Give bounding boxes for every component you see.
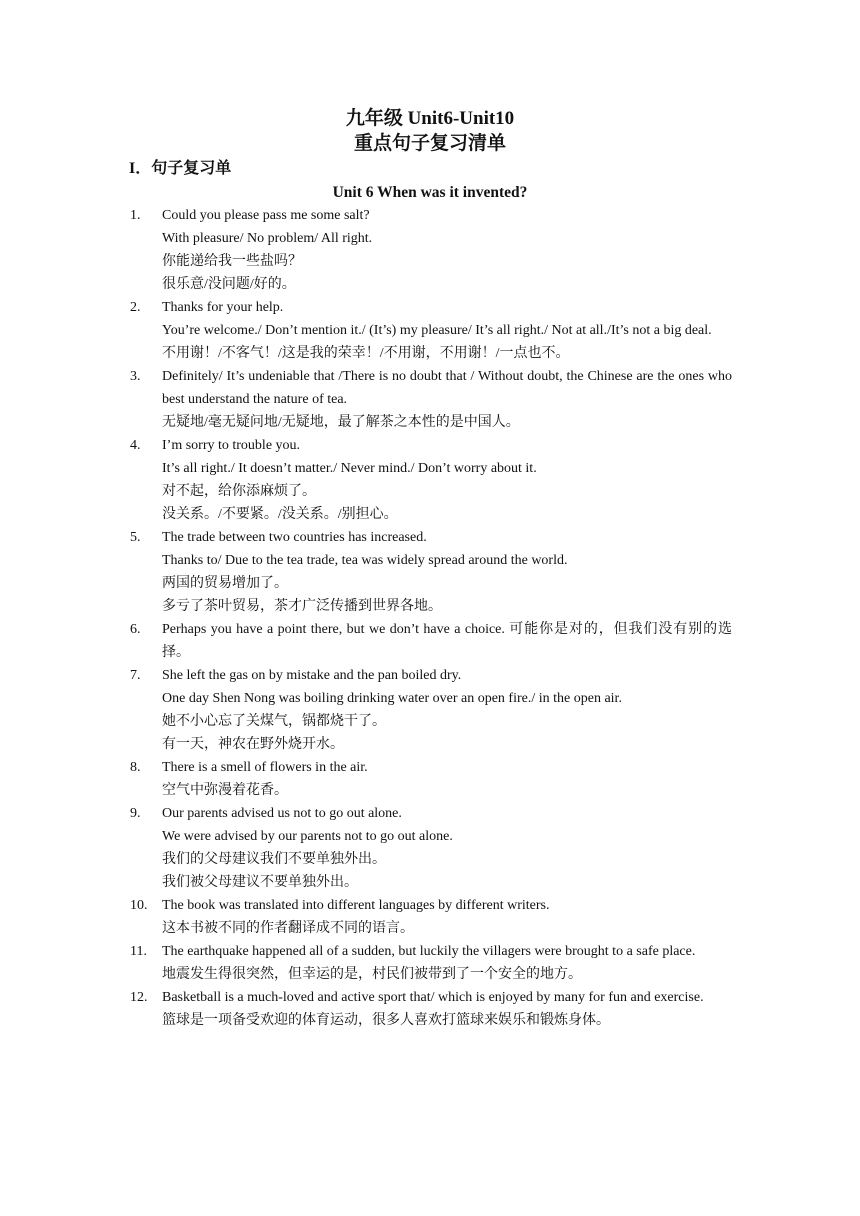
sentence-line: 没关系。/不要紧。/没关系。/别担心。 bbox=[162, 507, 398, 522]
section-heading: I．句子复习单 bbox=[129, 160, 232, 177]
list-item bbox=[0, 894, 860, 940]
item-body bbox=[162, 526, 732, 618]
item-body bbox=[162, 204, 732, 296]
item-body bbox=[162, 894, 732, 940]
sentence-line: 很乐意/没问题/好的。 bbox=[162, 277, 296, 292]
item-number: 8. bbox=[130, 760, 141, 775]
sentence-line: 篮球是一项备受欢迎的体育运动，很多人喜欢打篮球来娱乐和锻炼身体。 bbox=[162, 1013, 610, 1028]
sentence-line: 有一天，神农在野外烧开水。 bbox=[162, 737, 344, 752]
sentence-line: Perhaps you have a point there, but we don’t have a choice. 可能你是对的，但我们没有别的选择。 bbox=[162, 622, 732, 660]
sentence-line: 两国的贸易增加了。 bbox=[162, 576, 288, 591]
sentence-line: The trade between two countries has increased. bbox=[162, 530, 427, 545]
sentence-line: Our parents advised us not to go out alone. bbox=[162, 806, 402, 821]
item-body bbox=[162, 618, 732, 664]
sentence-line: 你能递给我一些盐吗？ bbox=[162, 254, 302, 269]
item-body bbox=[162, 986, 732, 1032]
item-body bbox=[162, 296, 732, 365]
sentence-line: Could you please pass me some salt? bbox=[162, 208, 370, 223]
item-body bbox=[162, 434, 732, 526]
item-number: 2. bbox=[130, 300, 141, 315]
sentence-line: Thanks for your help. bbox=[162, 300, 284, 315]
sentence-line: 地震发生得很突然，但幸运的是，村民们被带到了一个安全的地方。 bbox=[162, 967, 582, 982]
item-body bbox=[162, 664, 732, 756]
item-body bbox=[162, 802, 732, 894]
document-subtitle: 重点句子复习清单 bbox=[353, 133, 506, 154]
sentence-line: 她不小心忘了关煤气，锅都烧干了。 bbox=[162, 714, 386, 729]
sentence-line: It’s all right./ It doesn’t matter./ Never mind./ Don’t worry about it. bbox=[162, 461, 537, 476]
sentence-list bbox=[0, 204, 860, 1032]
list-item bbox=[0, 526, 860, 618]
sentence-line: I’m sorry to trouble you. bbox=[162, 438, 301, 453]
sentence-line: One day Shen Nong was boiling drinking water over an open fire./ in the open air. bbox=[162, 691, 622, 706]
item-number: 10. bbox=[130, 898, 148, 913]
list-item bbox=[0, 296, 860, 365]
item-number: 4. bbox=[130, 438, 141, 453]
sentence-line: With pleasure/ No problem/ All right. bbox=[162, 231, 373, 246]
sentence-line: The book was translated into different languages by different writers. bbox=[162, 898, 550, 913]
item-number: 6. bbox=[130, 622, 141, 637]
list-item bbox=[0, 204, 860, 296]
item-number: 12. bbox=[130, 990, 148, 1005]
sentence-line: 我们被父母建议不要单独外出。 bbox=[162, 875, 358, 890]
sentence-line: The earthquake happened all of a sudden, but luckily the villagers were brought to a safe place. bbox=[162, 944, 696, 959]
item-number: 7. bbox=[130, 668, 141, 683]
list-item bbox=[0, 664, 860, 756]
item-number: 3. bbox=[130, 369, 141, 384]
list-item bbox=[0, 365, 860, 434]
item-number: 9. bbox=[130, 806, 141, 821]
sentence-line: 不用谢！/不客气！/这是我的荣幸！/不用谢，不用谢！/一点也不。 bbox=[162, 346, 570, 361]
sentence-line: We were advised by our parents not to go out alone. bbox=[162, 829, 453, 844]
item-number: 11. bbox=[130, 944, 147, 959]
sentence-line: 空气中弥漫着花香。 bbox=[162, 783, 288, 798]
item-number: 5. bbox=[130, 530, 141, 545]
sentence-line: Basketball is a much-loved and active sport that/ which is enjoyed by many for fun and exercise. bbox=[162, 990, 704, 1005]
list-item bbox=[0, 618, 860, 664]
sentence-line: Thanks to/ Due to the tea trade, tea was widely spread around the world. bbox=[162, 553, 568, 568]
sentence-line: There is a smell of flowers in the air. bbox=[162, 760, 368, 775]
sentence-line: You’re welcome./ Don’t mention it./ (It’s) my pleasure/ It’s all right./ Not at all./It’s not a big deal. bbox=[162, 323, 712, 338]
list-item bbox=[0, 940, 860, 986]
list-item bbox=[0, 756, 860, 802]
item-body bbox=[162, 940, 732, 986]
unit-heading: Unit 6 When was it invented? bbox=[332, 184, 528, 201]
sentence-line: 多亏了茶叶贸易，茶才广泛传播到世界各地。 bbox=[162, 599, 442, 614]
document-title: 九年级 Unit6-Unit10 bbox=[345, 108, 515, 129]
sentence-line: 无疑地/毫无疑问地/无疑地，最了解茶之本性的是中国人。 bbox=[162, 415, 520, 430]
sentence-line: She left the gas on by mistake and the pan boiled dry. bbox=[162, 668, 462, 683]
item-body bbox=[162, 756, 732, 802]
list-item bbox=[0, 802, 860, 894]
sentence-line: 对不起，给你添麻烦了。 bbox=[162, 484, 316, 499]
sentence-line: 我们的父母建议我们不要单独外出。 bbox=[162, 852, 386, 867]
item-number: 1. bbox=[130, 208, 141, 223]
list-item bbox=[0, 986, 860, 1032]
sentence-line: Definitely/ It’s undeniable that /There is no doubt that / Without doubt, the Chinese are the ones who best understand the nature of tea. bbox=[162, 369, 732, 407]
list-item bbox=[0, 434, 860, 526]
sentence-line: 这本书被不同的作者翻译成不同的语言。 bbox=[162, 921, 414, 936]
item-body bbox=[162, 365, 732, 434]
